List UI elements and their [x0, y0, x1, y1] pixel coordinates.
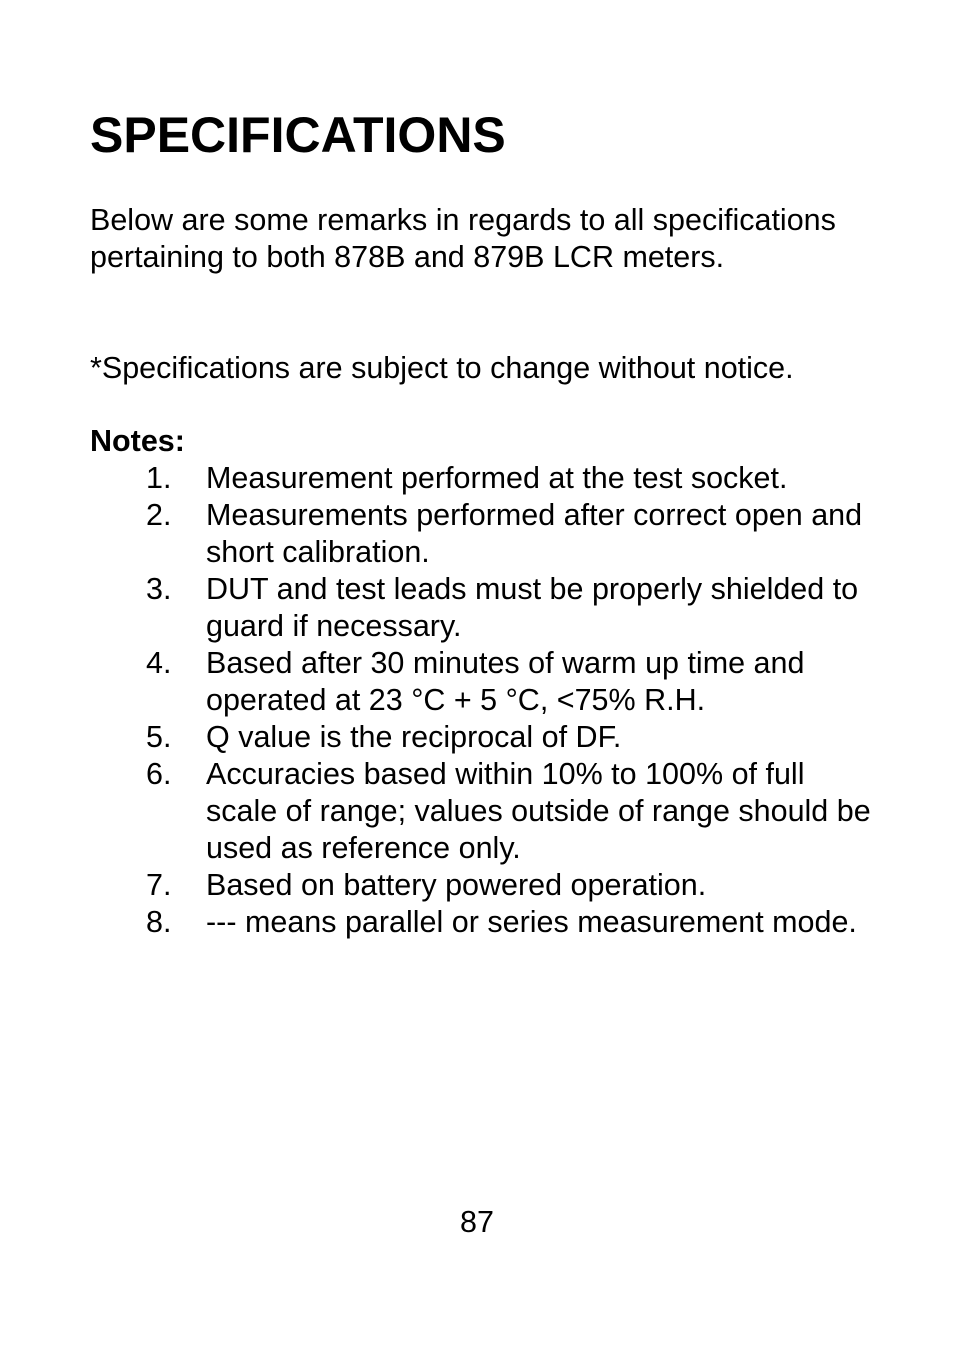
page-title: SPECIFICATIONS — [90, 107, 506, 163]
note-item — [90, 756, 880, 867]
note-number: 4. — [146, 646, 172, 680]
notes-list — [90, 460, 880, 941]
note-text: Based on battery powered operation. — [206, 868, 707, 902]
note-item — [90, 571, 880, 645]
note-item — [90, 719, 880, 756]
note-number: 2. — [146, 498, 172, 532]
page-number: 87 — [460, 1205, 494, 1239]
intro-paragraph: Below are some remarks in regards to all specifications pertaining to both 878B and 879B LCR meters. — [90, 203, 836, 274]
note-item — [90, 460, 880, 497]
note-item — [90, 867, 880, 904]
note-text: Measurements performed after correct open and short calibration. — [206, 498, 863, 569]
note-number: 5. — [146, 720, 172, 754]
note-number: 3. — [146, 572, 172, 606]
note-text: Accuracies based within 10% to 100% of full scale of range; values outside of range should be used as reference only. — [206, 757, 871, 865]
note-text: Measurement performed at the test socket. — [206, 461, 788, 495]
note-number: 8. — [146, 905, 172, 939]
note-number: 6. — [146, 757, 172, 791]
note-text: Based after 30 minutes of warm up time and operated at 23 °C + 5 °C, <75% R.H. — [206, 646, 805, 717]
note-text: DUT and test leads must be properly shielded to guard if necessary. — [206, 572, 859, 643]
notes-heading: Notes: — [90, 424, 185, 458]
note-item — [90, 645, 880, 719]
note-text: Q value is the reciprocal of DF. — [206, 720, 622, 754]
note-item — [90, 904, 880, 941]
note-number: 1. — [146, 461, 172, 495]
note-text: --- means parallel or series measurement mode. — [206, 905, 857, 939]
change-notice: *Specifications are subject to change without notice. — [90, 351, 794, 385]
note-item — [90, 497, 880, 571]
note-number: 7. — [146, 868, 172, 902]
